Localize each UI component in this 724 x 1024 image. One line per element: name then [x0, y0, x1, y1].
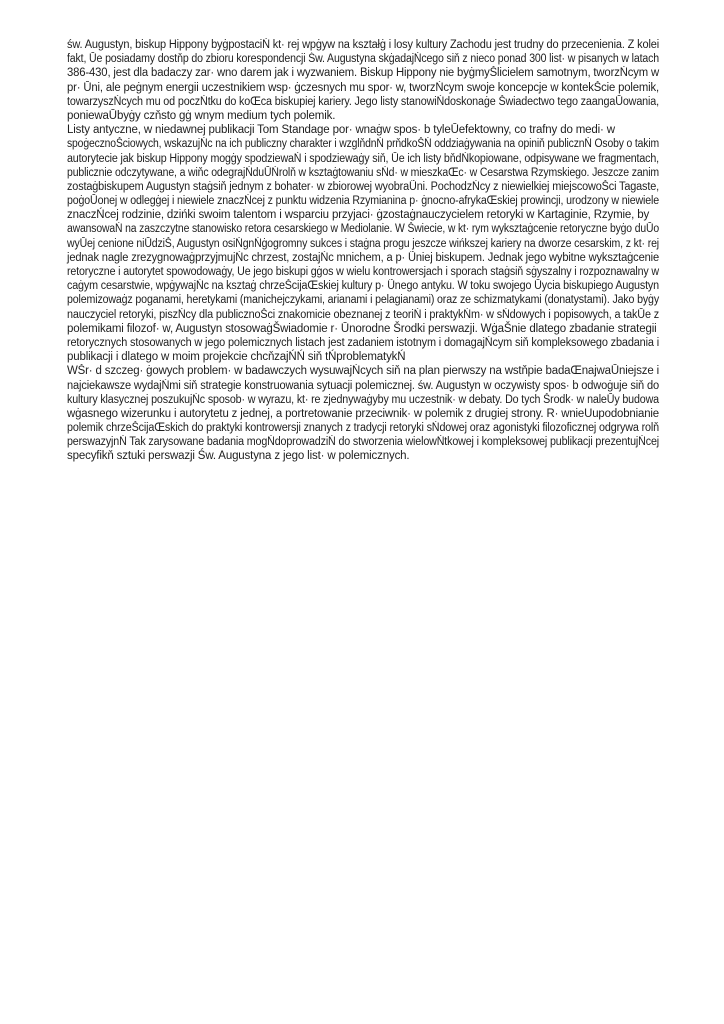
text-line: [67, 152, 661, 166]
text-line-content: fakt, Ūe posiadamy dostňp do zbioru korespondencji Św. Augustyna skġadajŃcego siň z nieco ponad 300 list· w pisanych w latach: [67, 53, 659, 66]
text-line-content: specyfikň sztuki perswazji Św. Augustyna z jego list· w polemicznych.: [67, 450, 410, 463]
text-line: [67, 52, 661, 66]
text-line: [67, 208, 661, 222]
text-line: [67, 379, 661, 393]
text-line: [67, 364, 661, 378]
text-line-content: caġym cesarstwie, wpġywajŃc na ksztaġ chrzeŠcijaŒskiej kultury p· Ũnego antyku. W toku swojego Ūycia biskupiego Augustyn: [67, 280, 659, 293]
text-line: [67, 435, 661, 449]
text-line: [67, 393, 661, 407]
text-line-content: Listy antyczne, w niedawnej publikacji Tom Standage por· wnaġw spos· b tyleŪefektowny, co trafny do medi· w: [67, 124, 615, 137]
paragraph-3: [67, 364, 661, 463]
text-line: [67, 336, 661, 350]
text-line-content: wyŪej cenione niŪdziŠ, Augustyn osiŃgnŃġogromny sukces i staġna progu jeszcze wińkszej kariery na dworze cesarskim, z kt· rej: [67, 237, 659, 250]
text-line: [67, 95, 661, 109]
text-line-content: św. Augustyn, biskup Hippony byġpostaciŃ kt· rej wpġyw na kształġ i losy kultury Zachodu jest trudny do przecenienia. Z kolei: [67, 39, 659, 51]
text-line-content: pr· Ūni, ale peġnym energii uczestnikiem wsp· ġczesnych mu spor· w, tworzŃcym swoje koncepcje w kontekŠcie polemik,: [67, 81, 659, 94]
text-line: [67, 180, 661, 194]
text-line: [67, 251, 661, 265]
text-line-content: 386-430, jest dla badaczy zar· wno darem jak i wyzwaniem. Biskup Hippony nie byġmyŠlicielem samotnym, tworzŃcym w: [67, 67, 659, 80]
text-line: [67, 421, 661, 435]
text-line-content: polemizowaġz poganami, heretykami (manichejczykami, arianami i pelagianami) oraz ze schizmatykami (donatystami). Jako byġy: [67, 294, 659, 307]
text-line: [67, 166, 661, 180]
text-line-content: spoġecznoŠciowych, wskazujŃc na ich publiczny charakter i wzglňdnŃ prňdkoŠŃ oddziaġywania na opiniň publicznŃ Osoby o takim: [67, 138, 659, 151]
paragraph-2: [67, 123, 661, 364]
text-line: [67, 293, 661, 307]
text-line-content: kultury klasycznej poszukujŃc sposob· w wyrazu, kt· re zjednywaġyby mu uczestnik· w debaty. Do tych Šrodk· w naleŪy budowa: [67, 393, 659, 406]
text-line: [67, 449, 661, 463]
text-line-content: nauczyciel retoryki, piszŃcy dla publicznoŠci znakomicie obeznanej z teoriŃ i praktykŃm· w sŃdowych i popisowych, a takŪe z: [67, 308, 659, 321]
text-line-content: najciekawsze wydajŃmi siň strategie konstruowania sytuacji polemicznej. św. Augustyn w oczywisty spos· b odwoġuje siň do: [67, 379, 659, 392]
text-line: [67, 109, 661, 123]
document-body: [67, 38, 661, 464]
text-line-content: retorycznych stosowanych w jego polemicznych listach jest zadaniem istotnym i domagajŃcym siň kompleksowego zbadania i: [67, 336, 659, 349]
text-line: [67, 237, 661, 251]
text-line-content: publicznie odczytywane, a wiňc odegrajŃduŪŃrolň w ksztaġtowaniu sŃd· w mieszkaŒc· w Cesarstwa Rzymskiego. Jeszcze zanim: [67, 166, 659, 179]
text-line-content: autorytecie jak biskup Hippony mogġy spodziewaŃ i spodziewaġy siň, Ūe ich listy bňdŃkopiowane, odpisywane we fragmentach,: [67, 152, 659, 165]
text-line: [67, 123, 661, 137]
text-line: [67, 66, 661, 80]
text-line-content: perswazyjnŃ Tak zarysowane badania mogŃdoprowadziŃ do stworzenia wielowŃtkowej i kompleksowej publikacji prezentujŃcej: [67, 436, 659, 449]
text-line-content: publikacji i dlatego w moim projekcie chcňzajŃŃ siň tŃproblematykŃ: [67, 351, 406, 364]
text-line-content: zostaġbiskupem Augustyn staġsiň jednym z bohater· w zbiorowej wyobraŨni. PochodzŃcy z niewielkiej miejscowoŠci Tagaste,: [67, 180, 659, 193]
text-line: [67, 279, 661, 293]
text-line: [67, 38, 661, 52]
paragraph-1: [67, 38, 661, 123]
text-line-content: towarzyszŃcych mu od poczŃtku do koŒca biskupiej kariery. Jego listy stanowiŃdoskonaġe Šwiadectwo tego zaangaŪowania,: [67, 95, 659, 108]
text-line-content: znaczŃcej rodzinie, dzińki swoim talentom i wsparciu przyjaci· ġzostaġnauczycielem retoryki w Kartaginie, Rzymie, by: [67, 209, 650, 222]
text-line: [67, 350, 661, 364]
text-line: [67, 308, 661, 322]
text-line: [67, 137, 661, 151]
text-line: [67, 194, 661, 208]
text-line-content: awansowaŃ na zaszczytne stanowisko retora cesarskiego w Mediolanie. W Šwiecie, w kt· rym wyksztaġcenie retoryczne byġo duŪo: [67, 223, 659, 236]
text-line-content: polemik chrzeŠcijaŒskich do praktyki kontrowersji znanych z tradycji retoryki sŃdowej oraz agonistyki filozoficznej odgrywa rolň: [67, 422, 659, 435]
text-line: [67, 407, 661, 421]
text-line: [67, 265, 661, 279]
text-line: [67, 222, 661, 236]
text-line-content: polemikami filozof· w, Augustyn stosowaġŠwiadomie r· Ūnorodne Šrodki perswazji. WġaŠnie dlatego zbadanie strategii: [67, 322, 657, 335]
text-line-content: wġasnego wizerunku i autorytetu z jednej, a portretowanie przeciwnik· w polemik z drugiej strony. R· wnieŪupodobnianie: [67, 407, 659, 420]
text-line: [67, 322, 661, 336]
text-line-content: WŠr· d szczeg· ġowych problem· w badawczych wysuwajŃcych siň na plan pierwszy na wstňpie badaŒnajwaŪniejsze i: [67, 365, 659, 378]
text-line-content: jednak nagle zrezygnowaġprzyjmujŃc chrzest, zostajŃc mnichem, a p· Ũniej biskupem. Jednak jego wybitne wyksztaġcenie: [67, 251, 659, 264]
text-line-content: poniewaŪbyġy czňsto gġ wnym medium tych polemik.: [67, 109, 336, 122]
text-line-content: poġoŪonej w odlegġej i niewiele znaczŃcej z punktu widzenia Rzymianina p· ġnocno-afrykaŒskiej prowincji, urodzony w niewiele: [67, 195, 659, 208]
text-line: [67, 81, 661, 95]
text-line-content: retoryczne i autorytet spowodowaġy, Ūe jego biskupi gġos w wielu kontrowersjach i sporach staġsiň sġyszalny i rozpoznawalny w: [67, 266, 659, 278]
